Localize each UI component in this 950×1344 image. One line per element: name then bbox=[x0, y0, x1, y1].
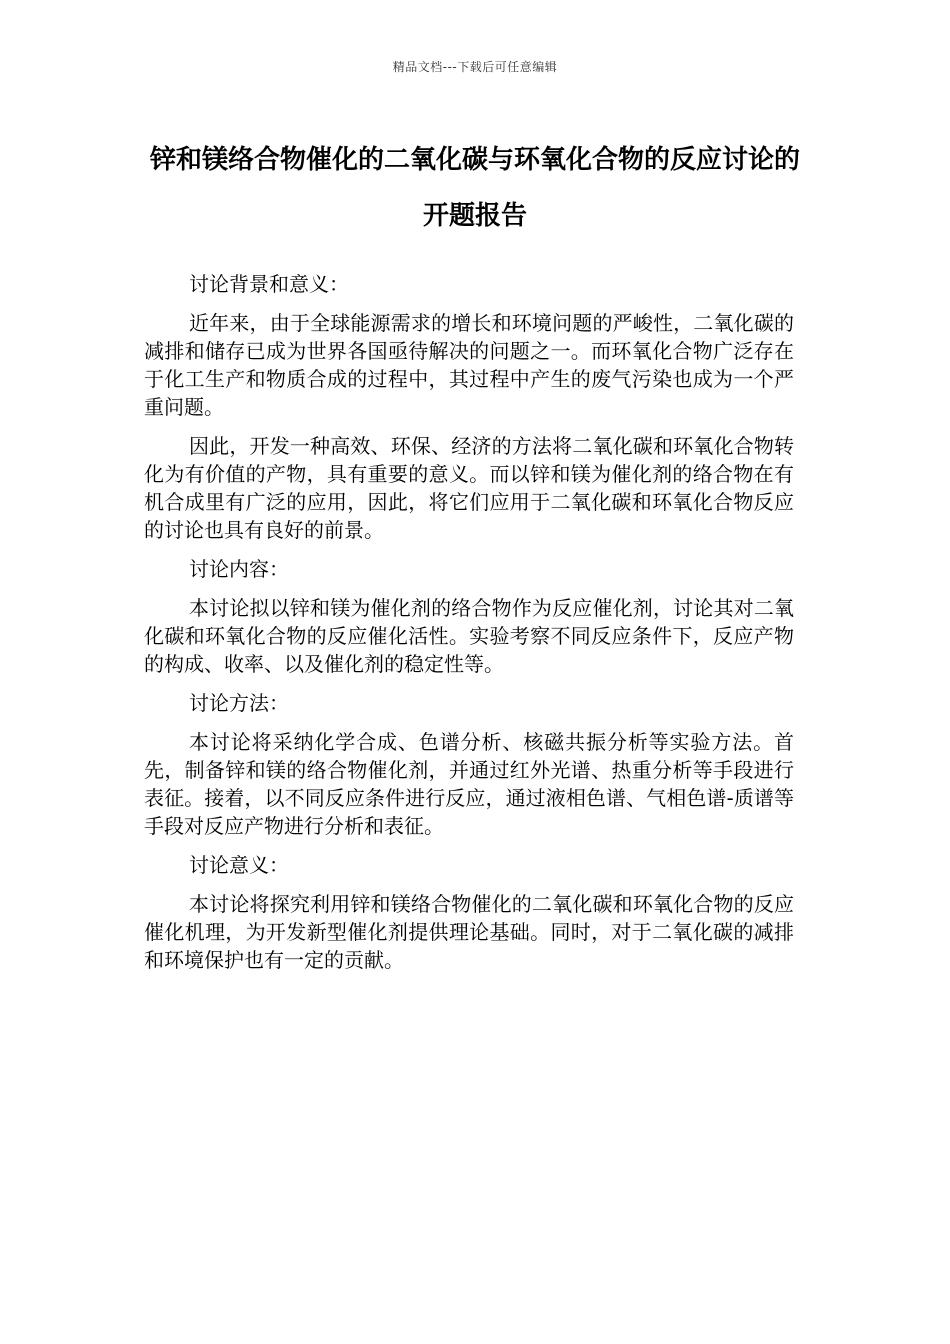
section-content bbox=[144, 555, 794, 678]
section-significance bbox=[144, 851, 794, 974]
section-heading: 讨论意义： bbox=[189, 853, 289, 877]
paragraph: 本讨论将探究利用锌和镁络合物催化的二氧化碳和环氧化合物的反应催化机理，为开发新型催化剂提供理论基础。同时，对于二氧化碳的减排和环境保护也有一定的贡献。 bbox=[144, 892, 794, 972]
paragraph: 近年来，由于全球能源需求的增长和环境问题的严峻性，二氧化碳的减排和储存已成为世界各国亟待解决的问题之一。而环氧化合物广泛存在于化工生产和物质合成的过程中，其过程中产生的废气污染也成为一个严重问题。 bbox=[144, 311, 794, 419]
document-body bbox=[144, 270, 794, 985]
header-note: 精品文档---下载后可任意编辑 bbox=[392, 60, 558, 74]
section-heading: 讨论内容： bbox=[189, 557, 289, 581]
section-background bbox=[144, 270, 794, 544]
section-heading: 讨论背景和意义： bbox=[189, 272, 349, 296]
paragraph: 本讨论拟以锌和镁为催化剂的络合物作为反应催化剂，讨论其对二氧化碳和环氧化合物的反应催化活性。实验考察不同反应条件下，反应产物的构成、收率、以及催化剂的稳定性等。 bbox=[144, 596, 794, 676]
document-title: 锌和镁络合物催化的二氧化碳与环氧化合物的反应讨论的开题报告 bbox=[149, 145, 800, 231]
paragraph: 因此，开发一种高效、环保、经济的方法将二氧化碳和环氧化合物转化为有价值的产物，具有重要的意义。而以锌和镁为催化剂的络合物在有机合成里有广泛的应用，因此，将它们应用于二氧化碳和环氧化合物反应的讨论也具有良好的前景。 bbox=[144, 434, 794, 542]
section-method bbox=[144, 689, 794, 840]
paragraph: 本讨论将采纳化学合成、色谱分析、核磁共振分析等实验方法。首先，制备锌和镁的络合物催化剂，并通过红外光谱、热重分析等手段进行表征。接着，以不同反应条件进行反应，通过液相色谱、气相色谱-质谱等手段对反应产物进行分析和表征。 bbox=[144, 730, 794, 838]
section-heading: 讨论方法： bbox=[189, 691, 289, 715]
